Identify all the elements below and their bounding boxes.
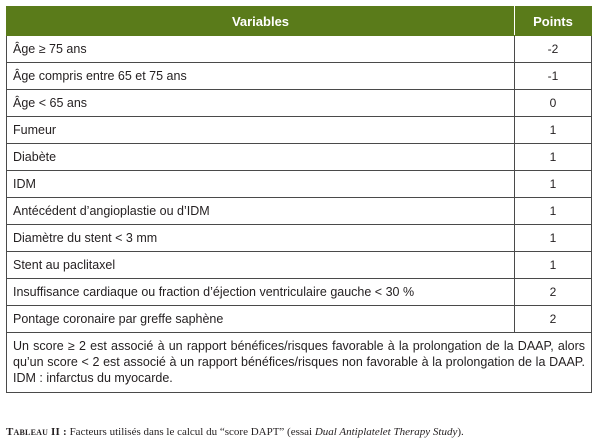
row-variable: Insuffisance cardiaque ou fraction d’éjection ventriculaire gauche < 30 % [7,279,515,306]
table-note: Un score ≥ 2 est associé à un rapport bénéfices/risques favorable à la prolongation de la DAAP, alors qu’un score < 2 est associé à un rapport bénéfices/risques non favorable à la prolongation de la DAAP. IDM : infarctus du myocarde. [7,333,592,393]
row-points: 1 [515,171,592,198]
row-variable: Fumeur [7,117,515,144]
row-points: 1 [515,198,592,225]
table-row [7,63,592,90]
header-points: Points [515,7,592,36]
row-points: 1 [515,117,592,144]
row-variable: Diabète [7,144,515,171]
table-row [7,225,592,252]
table-row [7,198,592,225]
row-points: 1 [515,252,592,279]
caption-text-before: Facteurs utilisés dans le calcul du “score DAPT” (essai [66,426,315,438]
table-row [7,171,592,198]
row-points: 1 [515,225,592,252]
header-variables: Variables [7,7,515,36]
row-points: -1 [515,63,592,90]
dapt-score-table-container [6,6,591,393]
row-variable: IDM [7,171,515,198]
row-variable: Pontage coronaire par greffe saphène [7,306,515,333]
row-points: -2 [515,36,592,63]
table-caption [6,426,596,438]
row-variable: Diamètre du stent < 3 mm [7,225,515,252]
row-points: 1 [515,144,592,171]
row-variable: Antécédent d’angioplastie ou d’IDM [7,198,515,225]
table-row [7,36,592,63]
table-row [7,279,592,306]
row-variable: Stent au paclitaxel [7,252,515,279]
caption-text-after: ). [457,426,464,438]
row-points: 2 [515,306,592,333]
row-variable: Âge ≥ 75 ans [7,36,515,63]
row-points: 0 [515,90,592,117]
table-row [7,144,592,171]
table-row [7,306,592,333]
table-note-row [7,333,592,393]
caption-label: Tableau II : [6,426,67,438]
caption-study-name: Dual Antiplatelet Therapy Study [314,426,458,438]
row-points: 2 [515,279,592,306]
table-row [7,252,592,279]
table-row [7,117,592,144]
dapt-score-table [6,6,592,393]
row-variable: Âge compris entre 65 et 75 ans [7,63,515,90]
row-variable: Âge < 65 ans [7,90,515,117]
table-header-row [7,7,592,36]
table-row [7,90,592,117]
